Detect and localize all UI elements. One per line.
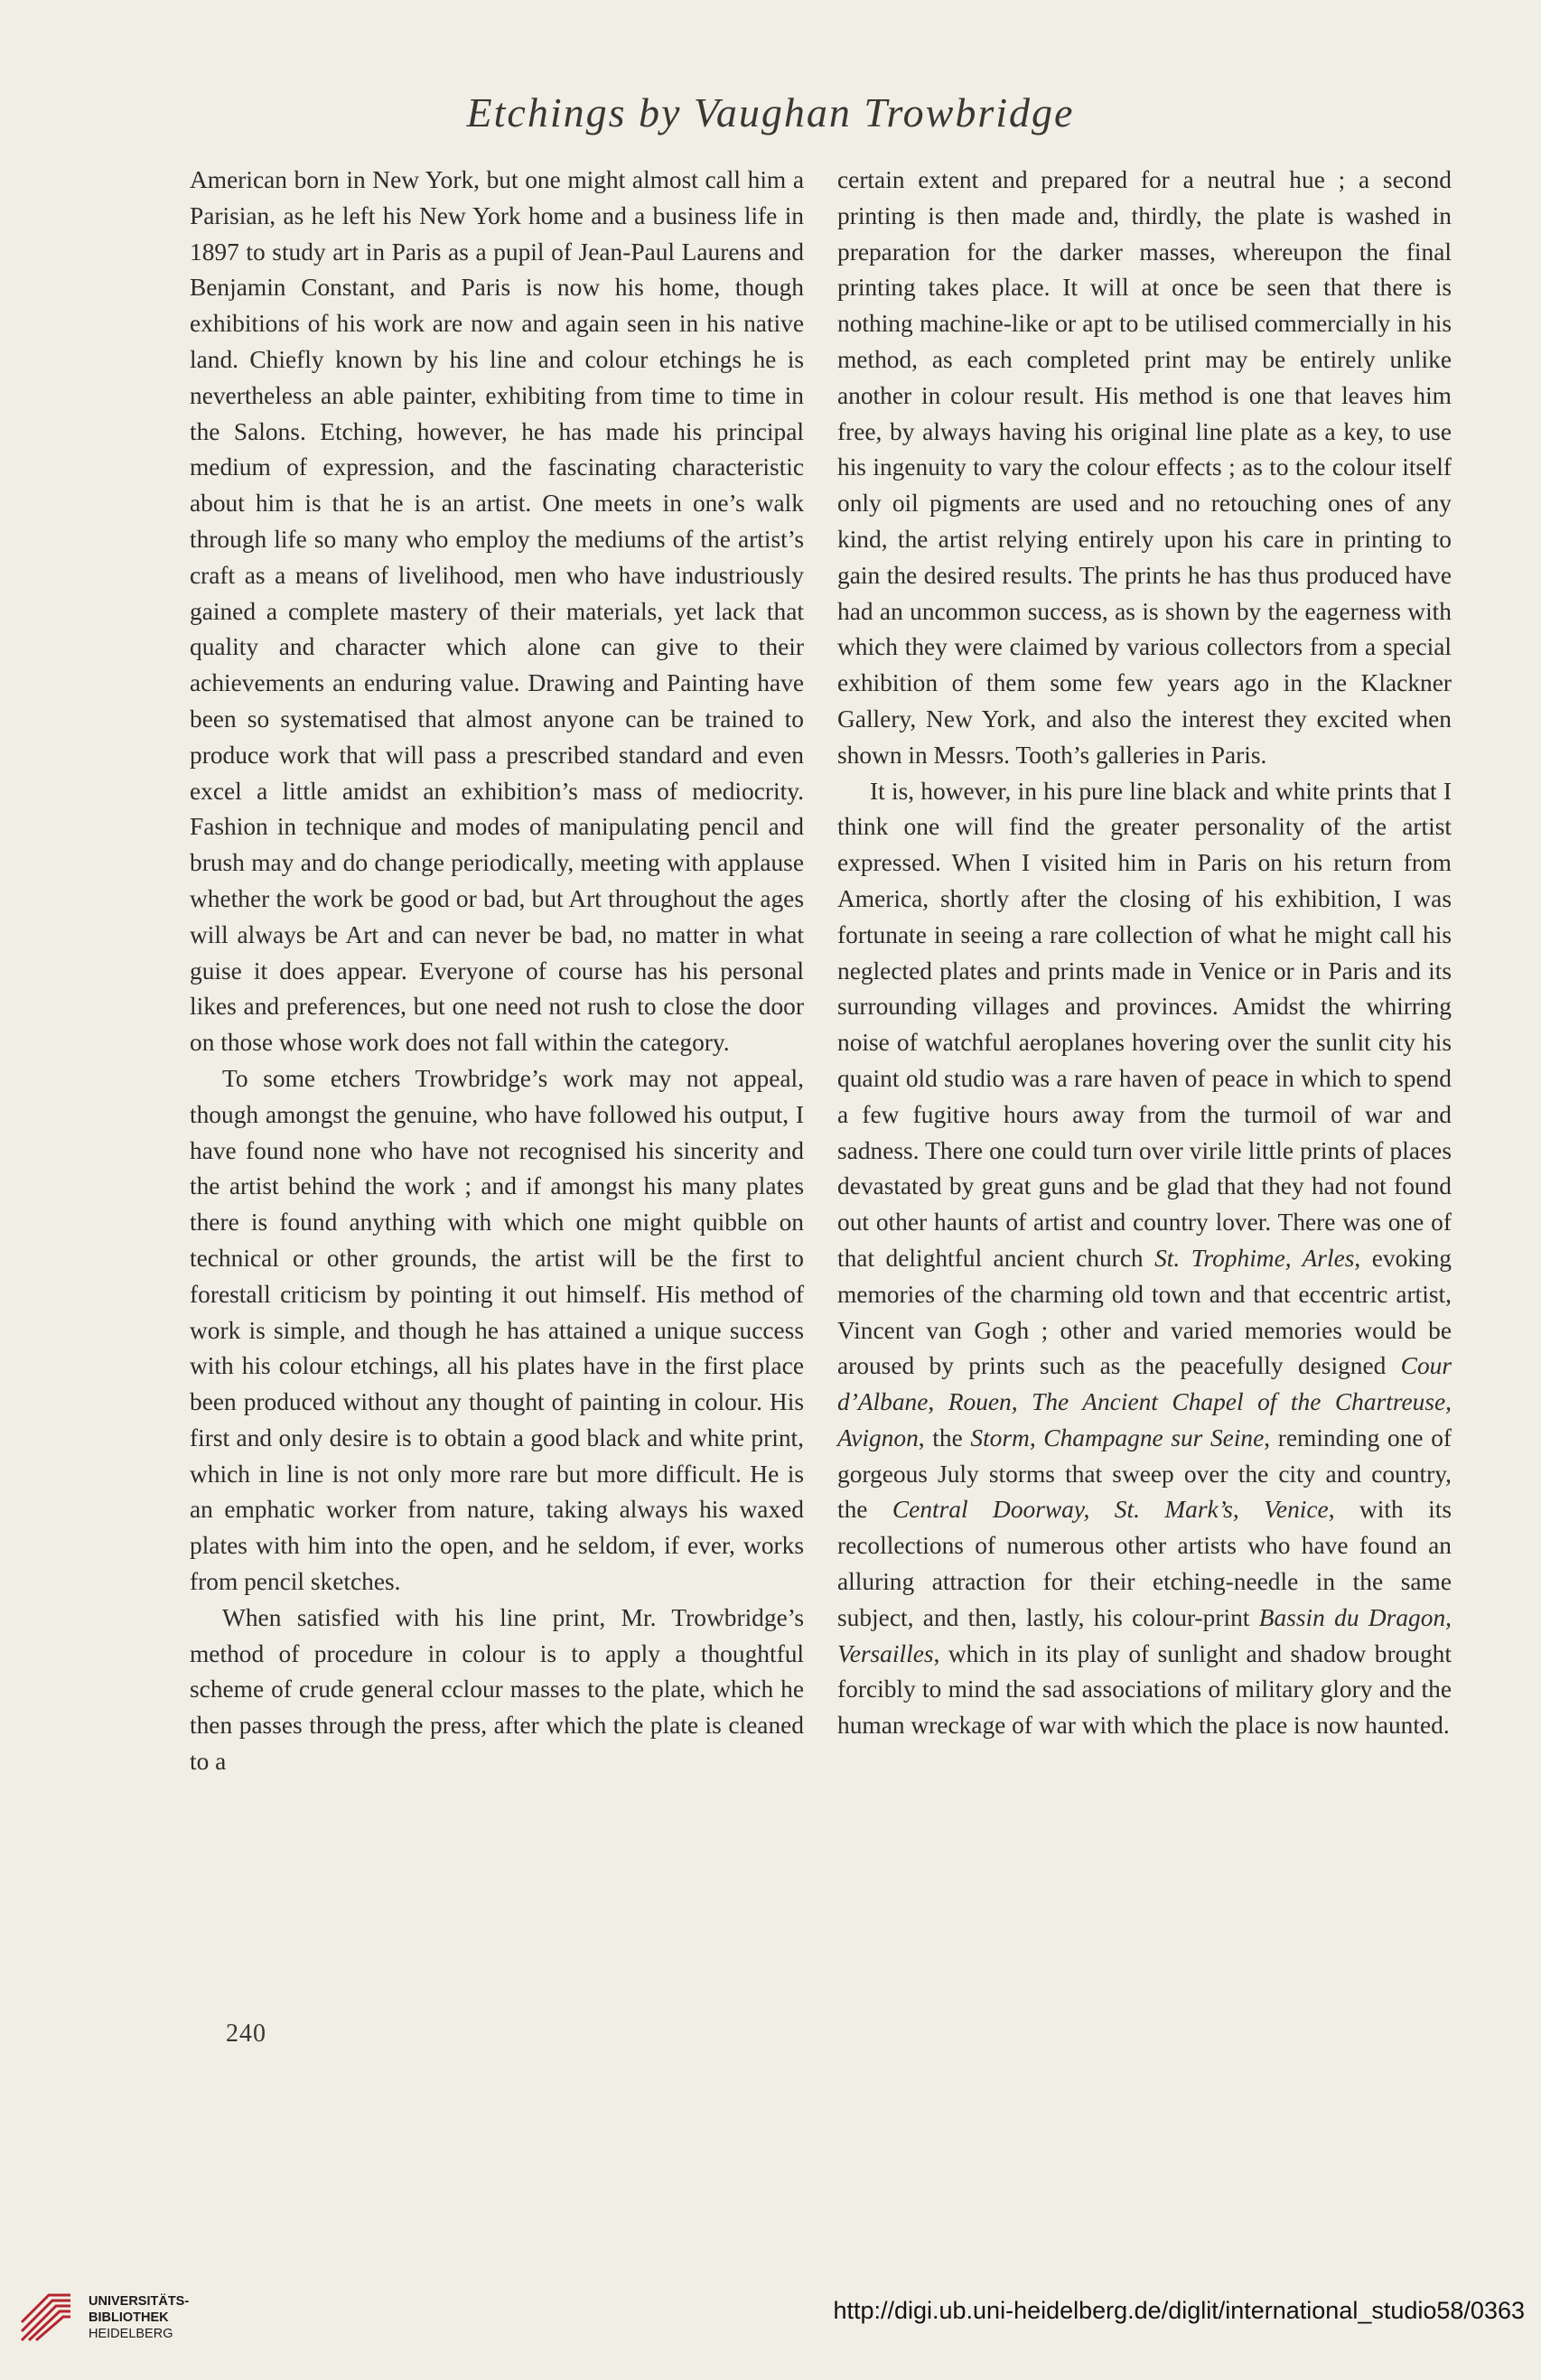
source-url[interactable]: http://digi.ub.uni-heidelberg.de/diglit/international_studio58/0363: [833, 2297, 1525, 2324]
right-column-paragraph: It is, however, in his pure line black and white prints that I think one will find the greater personality of the artist expressed. When I visited him in Paris on his return from America, shortly after the closing of his exhibition, I was fortunate in seeing a rare collection of what he might call his neglected plates and prints made in Venice or in Paris and its surrounding villages and provinces. Amidst the whirring noise of watchful aeroplanes hovering over the sunlit city his quaint old studio was a rare haven of peace in which to spend a few fugitive hours away from the turmoil of war and sadness. There one could turn over virile little prints of places devastated by great guns and be glad that they had not found out other haunts of artist and country lover. There was one of that delightful ancient church St. Trophime, Arles, evoking memories of the charming old town and that eccentric artist, Vincent van Gogh ; other and varied memories would be aroused by prints such as the peacefully designed Cour d’Albane, Rouen, The Ancient Chapel of the Chartreuse, Avignon, the Storm, Champagne sur Seine, reminding one of gorgeous July storms that sweep over the city and country, the Central Doorway, St. Mark’s, Venice, with its recollections of numerous other artists who have found an alluring attraction for their etching-needle in the same subject, and then, lastly, his colour-print Bassin du Dragon, Versailles, which in its play of sunlight and shadow brought forcibly to mind the sad associations of military glory and the human wreckage of war with which the place is now haunted.: [837, 777, 1452, 1740]
library-name-line3: HEIDELBERG: [89, 2327, 173, 2341]
right-column: [837, 163, 1452, 1744]
page-title: Etchings by Vaughan Trowbridge: [466, 89, 1075, 135]
library-name: [89, 2293, 189, 2342]
library-name-line1: UNIVERSITÄTS-: [89, 2294, 190, 2309]
right-column-paragraph: certain extent and prepared for a neutral hue ; a second printing is then made and, thirdly, the plate is washed in preparation for the darker masses, whereupon the final printing takes place. It will at once be seen that there is nothing machine-like or apt to be utilised commercially in his method, as each completed print may be entirely unlike another in colour result. His method is one that leaves him free, by always having his original line plate as a key, to use his ingenuity to vary the colour effects ; as to the colour itself only oil pigments are used and no retouching ones of any kind, the artist relying entirely upon his care in printing to gain the desired results. The prints he has thus produced have had an uncommon success, as is shown by the eagerness with which they were claimed by various collectors from a special exhibition of them some few years ago in the Klackner Gallery, New York, and also the interest they excited when shown in Messrs. Tooth’s galleries in Paris.: [837, 166, 1452, 769]
footer: [0, 2281, 1541, 2353]
library-logo-icon: [16, 2281, 76, 2346]
library-name-line2: BIBLIOTHEK: [89, 2310, 169, 2325]
left-column-paragraph: To some etchers Trowbridge’s work may not appeal, though amongst the genuine, who have followed his output, I have found none who have not recognised his sincerity and the artist behind the work ; and if amongst his many plates there is found anything with which one might quibble on technical or other grounds, the artist will be the first to forestall criticism by pointing it out himself. His method of work is simple, and though he has attained a unique success with his colour etchings, all his plates have in the first place been produced without any thought of painting in colour. His first and only desire is to obtain a good black and white print, which in line is not only more rare but more difficult. He is an emphatic worker from nature, taking always his waxed plates with him into the open, and he seldom, if ever, works from pencil sketches.: [190, 1064, 804, 1596]
left-column: [190, 163, 804, 1780]
left-column-paragraph: American born in New York, but one might almost call him a Parisian, as he left his New York home and a business life in 1897 to study art in Paris as a pupil of Jean-Paul Laurens and Benjamin Constant, and Paris is now his home, though exhibitions of his work are now and again seen in his native land. Chiefly known by his line and colour etchings he is nevertheless an able painter, exhibiting from time to time in the Salons. Etching, however, he has made his principal medium of expression, and the fascinating characteristic about him is that he is an artist. One meets in one’s walk through life so many who employ the mediums of the artist’s craft as a means of livelihood, men who have industriously gained a complete mastery of their materials, yet lack that quality and character which alone can give to their achievements an enduring value. Drawing and Painting have been so systematised that almost anyone can be trained to produce work that will pass a prescribed standard and even excel a little amidst an exhibition’s mass of mediocrity. Fashion in technique and modes of manipulating pencil and brush may and do change periodically, meeting with applause whether the work be good or bad, but Art throughout the ages will always be Art and can never be bad, no matter in what guise it does appear. Everyone of course has his personal likes and preferences, but one need not rush to close the door on those whose work does not fall within the category.: [190, 166, 804, 1057]
page-number: 240: [226, 2020, 266, 2048]
left-column-paragraph: When satisfied with his line print, Mr. Trowbridge’s method of procedure in colour is to apply a thoughtful scheme of crude general cclour masses to the plate, which he then passes through the press, after which the plate is cleaned to a: [190, 1603, 804, 1776]
